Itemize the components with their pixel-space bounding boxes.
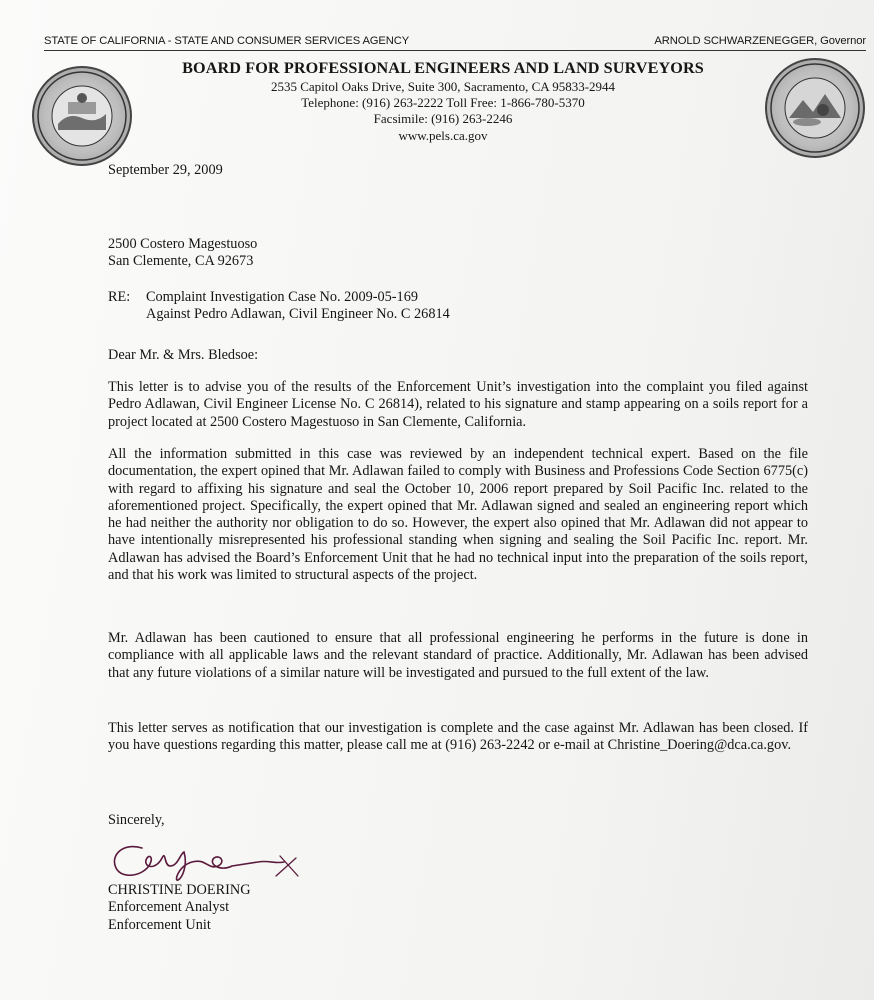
paragraph-2: All the information submitted in this case was reviewed by an independent technical expert. Based on the file documentation, the expert opined that Mr. Adlawan failed to comply with Business and Professions Code Section 6775(c) with regard to affixing his signature and seal the October 10, 2006 report prepared by Soil Pacific Inc. related to the aforementioned project. Specifically, the expert opined that Mr. Adlawan signed and sealed an engineering report which he had neither the authority nor obligation to do so. However, the expert also opined that Mr. Adlawan did not appear to have intentionally misrepresented his professional standing when signing and sealing the Soil Pacific Inc. report. Mr. Adlawan has advised the Board’s Enforcement Unit that he had no technical input into the preparation of the soils report, and that his work was limited to structural aspects of the project. — [108, 446, 808, 584]
signer-name: CHRISTINE DOERING — [108, 882, 251, 898]
board-address: 2535 Capitol Oaks Drive, Suite 300, Sacramento, CA 95833-2944 — [270, 79, 616, 94]
re-line-1: Complaint Investigation Case No. 2009-05-169 — [146, 289, 419, 305]
letter-date: September 29, 2009 — [108, 162, 223, 178]
board-fax: Facsimile: (916) 263-2246 — [373, 111, 513, 127]
letterhead-rule — [44, 50, 866, 51]
address-line-2: San Clemente, CA 92673 — [108, 253, 254, 270]
consumer-affairs-seal-icon — [32, 66, 132, 166]
great-seal-california-icon — [765, 58, 865, 158]
address-line-1: 2500 Costero Magestuoso — [108, 236, 258, 252]
closing: Sincerely, — [108, 812, 165, 828]
re-line-2: Against Pedro Adlawan, Civil Engineer No. C 26814 — [146, 306, 450, 323]
salutation: Dear Mr. & Mrs. Bledsoe: — [108, 347, 259, 363]
signature-block — [108, 882, 808, 934]
board-phone: Telephone: (916) 263-2222 Toll Free: 1-866-780-5370 — [301, 95, 585, 111]
re-label: RE: — [108, 289, 131, 305]
signer-title: Enforcement Analyst — [108, 899, 230, 916]
board-name: BOARD FOR PROFESSIONAL ENGINEERS AND LAND SURVEYORS — [182, 59, 704, 77]
board-contact-block — [220, 79, 666, 144]
paragraph-4: This letter serves as notification that our investigation is complete and the case against Mr. Adlawan has been closed. If you have questions regarding this matter, please call me at (916) 263-2242 or e-mail at Christine_Doering@dca.ca.gov. — [108, 720, 808, 754]
agency-name: STATE OF CALIFORNIA - STATE AND CONSUMER SERVICES AGENCY — [44, 35, 410, 47]
governor-name: ARNOLD SCHWARZENEGGER, Governor — [654, 35, 866, 47]
board-website: www.pels.ca.gov — [398, 127, 488, 143]
recipient-address — [108, 236, 808, 271]
paragraph-3: Mr. Adlawan has been cautioned to ensure that all professional engineering he performs in the future is done in compliance with all applicable laws and the relevant standard of practice. Additionally, Mr. Adlawan has been advised that any future violations of a similar nature will be investigated and pursued to the full extent of the law. — [108, 630, 808, 681]
signer-unit: Enforcement Unit — [108, 916, 211, 933]
paragraph-1: This letter is to advise you of the results of the Enforcement Unit’s investigation into the complaint you filed against Pedro Adlawan, Civil Engineer License No. C 26814), related to his signature and stamp appearing on a soils report for a project located at 2500 Costero Magestuoso in San Clemente, California. — [108, 379, 808, 430]
